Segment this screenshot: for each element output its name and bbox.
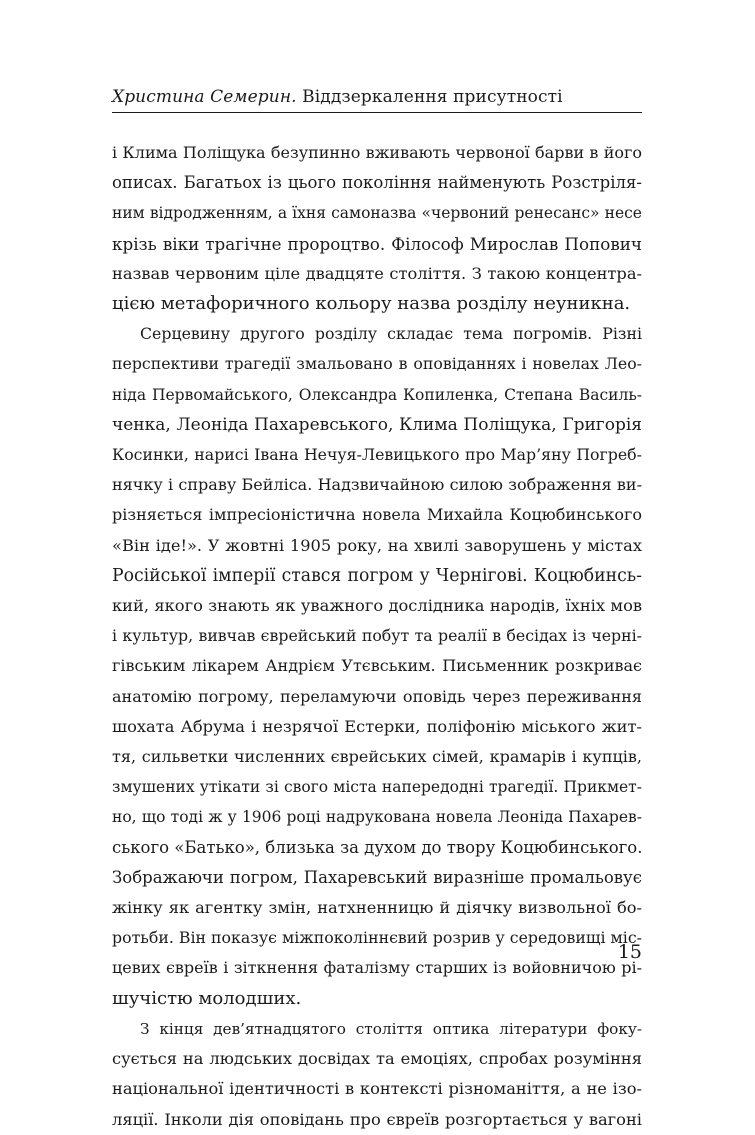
- header-rule: [112, 112, 642, 113]
- text-line: Серцевину другого розділу складає тема погромів. Різні: [140, 324, 642, 344]
- paragraph-3: [112, 1014, 642, 1135]
- text-line: різняється імпресіоністична новела Михайла Коцюбинського: [112, 505, 642, 525]
- text-line: ніда Первомайського, Олександра Копиленка, Степана Василь-: [112, 385, 642, 404]
- text-line: змушених утікати зі свого міста напередодні трагедії. Прикмет-: [112, 778, 642, 797]
- text-line: ротьби. Він показує міжпоколіннєвий розрив у середовищі міс-: [112, 928, 642, 948]
- text-line: ченка, Леоніда Пахаревського, Клима Поліщука, Григорія: [112, 414, 642, 435]
- header-title: Віддзеркалення присутності: [302, 87, 563, 107]
- text-line: описах. Багатьох із цього покоління найменують Розстріля-: [112, 173, 642, 193]
- text-line: Російської імперії стався погром у Чернігові. Коцюбинсь-: [112, 565, 642, 586]
- body-text: [112, 138, 642, 1135]
- text-line: і культур, вивчав єврейський побут та реалії в бесідах із черні-: [112, 626, 642, 646]
- text-line: ського «Батько», близька за духом до твору Коцюбинського.: [112, 837, 643, 857]
- text-line: крізь віки трагічне пророцтво. Філософ Мирослав Попович: [112, 233, 642, 254]
- text-line: но, що тоді ж у 1906 році надрукована новела Леоніда Пахарев-: [112, 808, 642, 827]
- paragraph-1: [112, 138, 642, 319]
- text-line: З кінця дев’ятнадцятого століття оптика літератури фоку-: [140, 1019, 642, 1038]
- running-header: [112, 86, 642, 108]
- text-line: ляції. Інколи дія оповідань про євреїв розгортається у вагоні: [112, 1109, 642, 1129]
- text-line: шохата Абрума і незрячої Естерки, поліфонію міського жит-: [112, 716, 642, 736]
- page-number: 15: [617, 941, 642, 963]
- paragraph-2: [112, 319, 642, 1014]
- text-line: жінку як агентку змін, натхненницю й діячку визвольної бо-: [112, 898, 642, 918]
- text-line: кий, якого знають як уважного дослідника народів, їхніх мов: [112, 596, 642, 616]
- header-author: Христина Семерин.: [112, 87, 297, 107]
- text-line: нячку і справу Бейліса. Надзвичайною силою зображення ви-: [112, 475, 642, 495]
- text-line: перспективи трагедії змальовано в оповіданнях і новелах Лео-: [112, 354, 642, 374]
- text-line: національної ідентичності в контексті різноманіття, а не ізо-: [112, 1079, 642, 1099]
- text-line: і Клима Поліщука безупинно вживають червоної барви в його: [112, 143, 642, 162]
- text-line: сується на людських досвідах та емоціях, спробах розуміння: [112, 1049, 642, 1069]
- text-line: шучістю молодших.: [112, 987, 302, 1009]
- text-line: «Він іде!». У жовтні 1905 року, на хвилі заворушень у містах: [112, 535, 642, 555]
- text-line: анатомію погрому, переламуючи оповідь через переживання: [112, 686, 642, 706]
- text-line: Косинки, нарисі Івана Нечуя-Левицького про Мар’яну Погреб-: [112, 445, 642, 465]
- text-line: тя, сильветки численних єврейських сімей, крамарів і купців,: [112, 747, 642, 767]
- text-line: цією метафоричного кольору назва розділу неуникна.: [112, 293, 631, 315]
- text-line: Зображаючи погром, Пахаревський виразніше промальовує: [112, 867, 642, 887]
- text-line: гівським лікарем Андрієм Утєвським. Письменник розкриває: [112, 656, 642, 676]
- text-line: назвав червоним ціле двадцяте століття. З такою концентра-: [112, 263, 642, 283]
- text-line: ним відродженням, а їхня самоназва «червоний ренесанс» несе: [112, 204, 642, 223]
- text-line: цевих євреїв і зіткнення фаталізму старших із войовничою рі-: [112, 958, 642, 978]
